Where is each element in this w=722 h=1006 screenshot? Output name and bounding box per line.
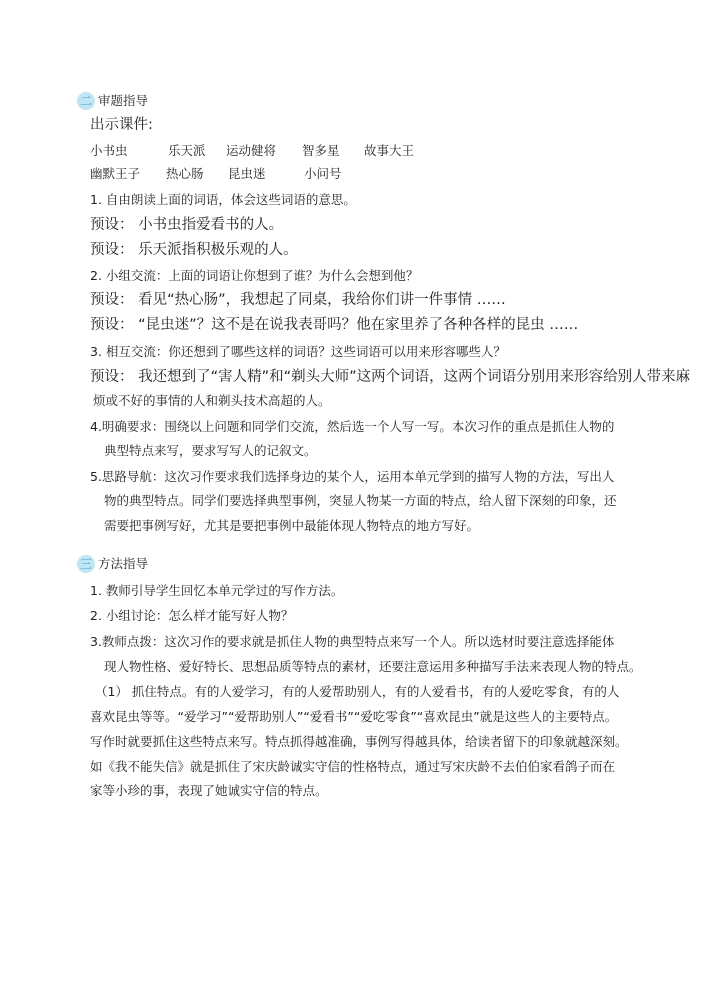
section-title: 方法指导 <box>98 556 149 571</box>
word-item: 小问号 <box>304 166 342 181</box>
paragraph-line: 预设： 我还想到了“害人精”和“剃头大师”这两个词语，这两个词语分别用来形容给别人带来麻 <box>90 369 691 385</box>
word-row-1 <box>90 143 414 159</box>
paragraph-line: 1. 教师引导学生回忆本单元学过的写作方法。 <box>90 583 344 598</box>
paragraph-line: 家等小珍的事，表现了她诚实守信的特点。 <box>90 783 328 798</box>
paragraph-line: 5.思路导航：这次习作要求我们选择身边的某个人，运用本单元学到的描写人物的方法，写出人 <box>90 469 615 484</box>
paragraph-line: 2. 小组交流：上面的词语让你想到了谁？为什么会想到他？ <box>90 268 419 283</box>
paragraph-line: 预设： “昆虫迷”？这不是在说我表哥吗？他在家里养了各种各样的昆虫 …… <box>90 317 579 333</box>
paragraph-line: 需要把事例写好，尤其是要把事例中最能体现人物特点的地方写好。 <box>104 518 480 533</box>
paragraph-line: 如《我不能失信》就是抓住了宋庆龄诚实守信的性格特点，通过写宋庆龄不去伯伯家看鸽子而在 <box>90 759 616 774</box>
paragraph-line: 喜欢昆虫等等。“爱学习”“爱帮助别人”“爱看书”“爱吃零食”“喜欢昆虫”就是这些人的主要特点。 <box>90 709 618 724</box>
paragraph-line: 预设： 小书虫指爱看书的人。 <box>90 217 284 233</box>
paragraph-line: 物的典型特点。同学们要选择典型事例，突显人物某一方面的特点，给人留下深刻的印象，还 <box>104 493 617 508</box>
word-item: 智多星 <box>302 143 340 158</box>
paragraph-line: 预设： 乐天派指积极乐观的人。 <box>90 242 298 258</box>
courseware-heading: 出示课件: <box>90 117 153 133</box>
word-item: 运动健将 <box>226 143 277 158</box>
section-title: 审题指导 <box>98 93 149 108</box>
word-item: 故事大王 <box>364 143 415 158</box>
section-number-badge: 二 <box>77 92 95 110</box>
paragraph-line: 烦或不好的事情的人和剃头技术高超的人。 <box>93 393 331 408</box>
word-item: 乐天派 <box>168 143 206 158</box>
word-row-2 <box>90 166 342 182</box>
word-item: 昆虫迷 <box>228 166 266 181</box>
paragraph-line: 4.明确要求：围绕以上问题和同学们交流，然后选一个人写一写。本次习作的重点是抓住人物的 <box>90 419 615 434</box>
section-number-badge: 三 <box>77 555 95 573</box>
paragraph-line: 写作时就要抓住这些特点来写。特点抓得越准确，事例写得越具体，给读者留下的印象就越深刻。 <box>90 734 628 749</box>
paragraph-line: 2. 小组讨论：怎么样才能写好人物？ <box>90 608 294 623</box>
paragraph-line: 现人物性格、爱好特长、思想品质等特点的素材，还要注意运用多种描写手法来表现人物的特点。 <box>104 659 642 674</box>
paragraph-line: 3. 相互交流：你还想到了哪些这样的词语？这些词语可以用来形容哪些人？ <box>90 344 506 359</box>
paragraph-line: 1. 自由朗读上面的词语，体会这些词语的意思。 <box>90 192 356 207</box>
paragraph-line: 预设： 看见“热心肠”，我想起了同桌，我给你们讲一件事情 …… <box>90 292 506 308</box>
paragraph-line: （1） 抓住特点。有的人爱学习，有的人爱帮助别人，有的人爱看书，有的人爱吃零食，有的人 <box>95 684 620 699</box>
word-item: 热心肠 <box>166 166 204 181</box>
word-item: 小书虫 <box>90 143 128 158</box>
word-item: 幽默王子 <box>90 166 141 181</box>
paragraph-line: 3.教师点拨：这次习作的要求就是抓住人物的典型特点来写一个人。所以选材时要注意选择能体 <box>90 634 615 649</box>
paragraph-line: 典型特点来写，要求写写人的记叙文。 <box>104 443 317 458</box>
